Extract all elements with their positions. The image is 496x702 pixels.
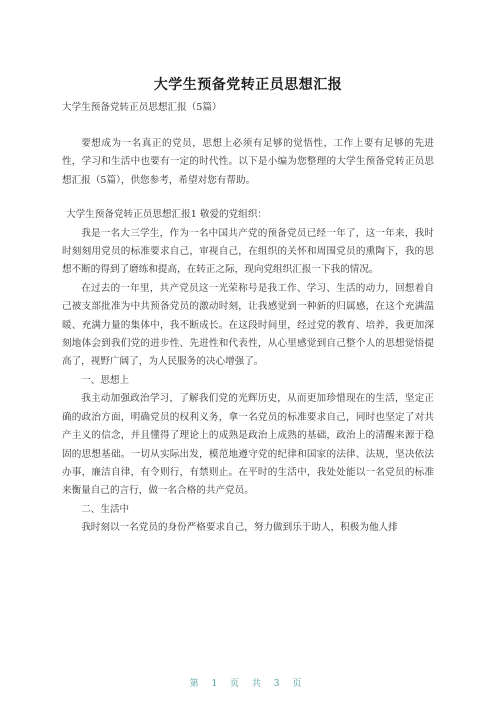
body-paragraph: 在过去的一年里，共产党员这一光荣称号是我工作、学习、生活的动力，回想着自己被支部批准为中共预备党员的激动时刻，让我感觉到一种新的归属感，在这个充满温暖、充满力量的集体中，我不断成长。在这段时间里，经过党的教育、培养，我更加深刻地体会到我们党的进步性、先进性和代表性，从心里感觉到自己整个人的思想觉悟提高了，视野广阔了，为人民服务的决心增强了。 xyxy=(62,282,434,368)
body-paragraph: 我时刻以一名党员的身份严格要求自己，努力做到乐于助人，积极为他人排 xyxy=(81,522,398,534)
document-subtitle: 大学生预备党转正员思想汇报（5篇） xyxy=(62,102,222,113)
section-heading: 一、思想上 xyxy=(81,374,130,386)
body-paragraph: 我主动加强政治学习，了解我们党的光辉历史，从而更加珍惜现在的生活，坚定正确的政治方面，明确党员的权利义务，拿一名党员的标准要求自己，同时也坚定了对共产主义的信念，并且懂得了理论上的成熟是政治上成熟的基础，政治上的清醒来源于稳固的思想基础。一切从实际出发，模范地遵守党的纪律和国家的法律、法规，坚决依法办事，廉洁自律，有令则行，有禁则止。在平时的生活中，我处处能以一名党员的标准来衡量自己的言行，做一名合格的共产党员。 xyxy=(62,393,434,497)
document-body xyxy=(62,135,434,538)
section-header: 大学生预备党转正员思想汇报1 敬爱的党组织： xyxy=(66,209,268,221)
document-title: 大学生预备党转正员思想汇报 xyxy=(153,77,343,93)
intro-paragraph: 要想成为一名真正的党员，思想上必须有足够的觉悟性，工作上要有足够的先进性，学习和生活中也要有一定的时代性。以下是小编为您整理的大学生预备党转正员思想汇报（5篇），供您参考，希望对您有帮助。 xyxy=(62,138,434,186)
body-paragraph: 我是一名大三学生，作为一名中国共产党的预备党员已经一年了，这一年来，我时时刻刻用党员的标准要求自己，审视自己，在组织的关怀和周围党员的熏陶下，我的思想不断的得到了磨练和提高，在转正之际，现向党组织汇报一下我的情况。 xyxy=(62,227,434,276)
page-number: 第 1 页 共 3 页 xyxy=(189,679,307,689)
section-heading: 二、生活中 xyxy=(81,503,130,515)
